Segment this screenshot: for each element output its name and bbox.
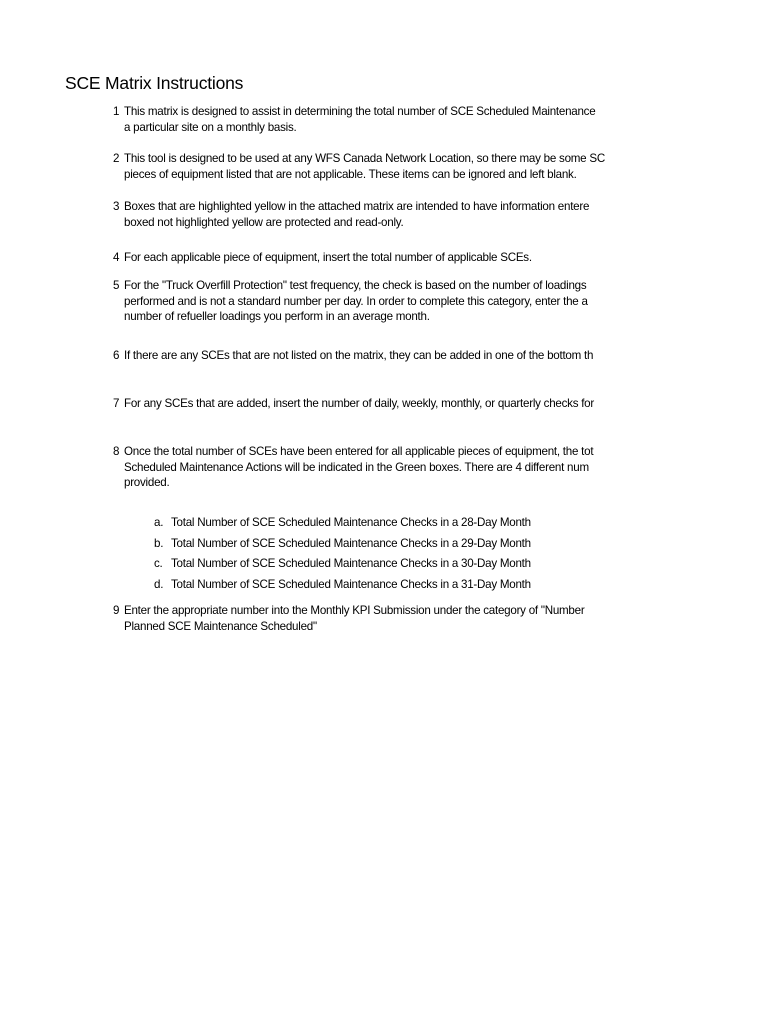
sub-item-letter: c.	[154, 557, 163, 570]
instruction-text: This tool is designed to be used at any WFS Canada Network Location, so there may be some SC	[124, 152, 605, 165]
instruction-line: boxed not highlighted yellow are protected and read-only.	[124, 215, 404, 229]
instruction-line	[113, 199, 589, 215]
instruction-line	[113, 104, 595, 120]
sub-item-text: Total Number of SCE Scheduled Maintenance Checks in a 29-Day Month	[171, 537, 531, 550]
instruction-line: a particular site on a monthly basis.	[124, 120, 297, 134]
instruction-text: For any SCEs that are added, insert the number of daily, weekly, monthly, or quarterly checks for	[124, 397, 594, 410]
month-total-item-d	[154, 577, 531, 592]
instruction-text: This matrix is designed to assist in determining the total number of SCE Scheduled Maintenance	[124, 105, 596, 118]
sub-item-letter: b.	[154, 537, 164, 550]
instruction-number: 8	[113, 445, 120, 458]
instruction-line	[113, 278, 588, 294]
instruction-number: 5	[113, 279, 120, 292]
instruction-line: performed and is not a standard number per day. In order to complete this category, enter the a	[124, 294, 588, 308]
instruction-line	[113, 151, 605, 167]
instruction-number: 7	[113, 397, 120, 410]
instruction-line: Scheduled Maintenance Actions will be indicated in the Green boxes. There are 4 different num	[124, 460, 589, 474]
month-total-item-b	[154, 536, 531, 551]
page-title: SCE Matrix Instructions	[65, 73, 244, 93]
instruction-line: pieces of equipment listed that are not applicable. These items can be ignored and left blank.	[124, 167, 577, 181]
instruction-item-3	[113, 199, 589, 230]
instruction-item-4	[113, 250, 532, 266]
instruction-item-7	[113, 396, 594, 412]
sub-item-letter: d.	[154, 578, 164, 591]
instruction-number: 2	[113, 152, 120, 165]
instruction-number: 9	[113, 604, 120, 617]
instruction-line	[113, 396, 594, 412]
instruction-text: For each applicable piece of equipment, insert the total number of applicable SCEs.	[124, 251, 532, 264]
instruction-line	[113, 603, 584, 619]
sub-item-text: Total Number of SCE Scheduled Maintenance Checks in a 28-Day Month	[171, 516, 531, 529]
instruction-text: Once the total number of SCEs have been entered for all applicable pieces of equipment, the tot	[124, 445, 594, 458]
sub-item-letter: a.	[154, 516, 164, 529]
instruction-item-6	[113, 348, 593, 364]
instruction-line: number of refueller loadings you perform in an average month.	[124, 310, 430, 323]
month-total-item-a	[154, 515, 531, 530]
instruction-line	[113, 348, 593, 364]
instruction-number: 6	[113, 349, 120, 362]
instruction-item-2	[113, 151, 605, 182]
instruction-text: Enter the appropriate number into the Monthly KPI Submission under the category of "Number	[124, 604, 585, 617]
instruction-line: provided.	[124, 476, 170, 489]
instruction-number: 4	[113, 251, 120, 264]
sub-item-text: Total Number of SCE Scheduled Maintenance Checks in a 30-Day Month	[171, 557, 531, 570]
instruction-item-1	[113, 104, 595, 135]
instruction-item-8	[113, 444, 593, 491]
instruction-text: For the "Truck Overfill Protection" test frequency, the check is based on the number of loadings	[124, 279, 587, 292]
instruction-number: 1	[113, 105, 120, 118]
sub-item-text: Total Number of SCE Scheduled Maintenance Checks in a 31-Day Month	[171, 578, 531, 591]
instruction-line	[113, 250, 532, 266]
instruction-text: If there are any SCEs that are not listed on the matrix, they can be added in one of the bottom th	[124, 349, 594, 362]
instruction-line	[113, 444, 593, 460]
instruction-item-9	[113, 603, 584, 634]
instruction-text: Boxes that are highlighted yellow in the attached matrix are intended to have information entere	[124, 200, 590, 213]
month-total-item-c	[154, 556, 531, 571]
instruction-item-5	[113, 278, 588, 325]
instruction-number: 3	[113, 200, 120, 213]
instruction-line: Planned SCE Maintenance Scheduled"	[124, 619, 317, 633]
